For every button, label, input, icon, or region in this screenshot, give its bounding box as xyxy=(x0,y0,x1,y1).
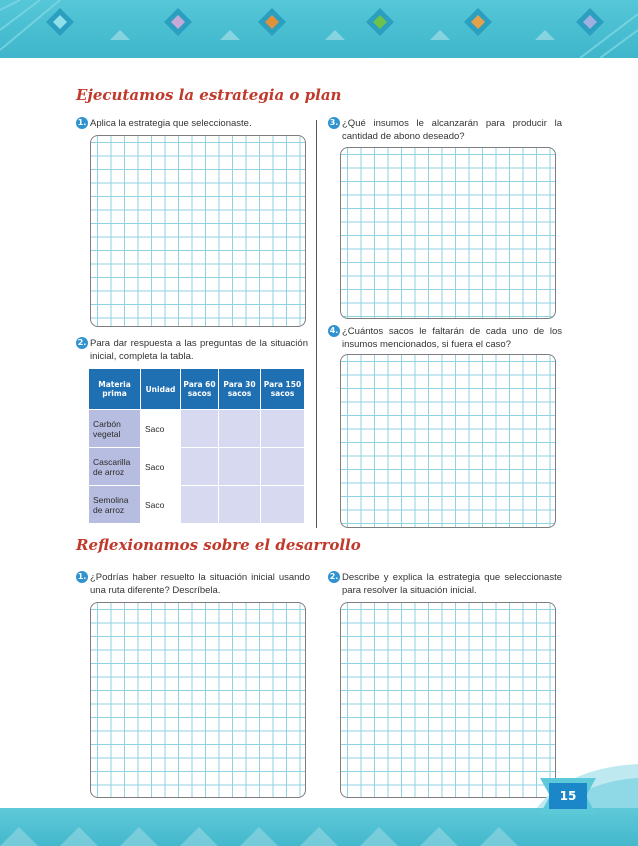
table-row xyxy=(89,486,305,524)
unidad-cell: Saco xyxy=(141,410,181,448)
question-number-badge: 4. xyxy=(329,326,339,335)
question-number-badge: 1. xyxy=(77,572,87,581)
answer-cell[interactable] xyxy=(219,448,261,486)
diamond-motifs xyxy=(46,8,604,36)
materia-cell: Carbón vegetal xyxy=(89,410,141,448)
question-number-badge: 2. xyxy=(77,338,87,347)
section-title-estrategia: Ejecutamos la estrategia o plan xyxy=(76,86,342,104)
unidad-cell: Saco xyxy=(141,486,181,524)
answer-cell[interactable] xyxy=(219,410,261,448)
question-number-badge: 1. xyxy=(77,118,87,127)
header-60-sacos: Para 60 sacos xyxy=(181,369,219,410)
materia-cell: Cascarilla de arroz xyxy=(89,448,141,486)
table-row xyxy=(89,448,305,486)
table-row xyxy=(89,410,305,448)
question-text: ¿Qué insumos le alcanzarán para producir la cantidad de abono deseado? xyxy=(342,118,562,142)
column-divider xyxy=(316,120,317,528)
reflection-question-2 xyxy=(328,572,562,597)
answer-grid-4[interactable] xyxy=(340,354,556,528)
header-pattern xyxy=(0,0,638,58)
unidad-cell: Saco xyxy=(141,448,181,486)
answer-cell[interactable] xyxy=(181,486,219,524)
header-30-sacos: Para 30 sacos xyxy=(219,369,261,410)
question-3 xyxy=(328,118,562,143)
question-number-badge: 3. xyxy=(329,118,339,127)
header-150-sacos: Para 150 sacos xyxy=(261,369,305,410)
question-text: Describe y explica la estrategia que seleccionaste para resolver la situación inicial. xyxy=(342,572,562,596)
answer-cell[interactable] xyxy=(219,486,261,524)
answer-cell[interactable] xyxy=(261,486,305,524)
question-text: ¿Cuántos sacos le faltarán de cada uno de los insumos mencionados, si fuera el caso? xyxy=(342,326,562,350)
reflection-question-1 xyxy=(76,572,310,597)
reflection-grid-2[interactable] xyxy=(340,602,556,798)
reflection-grid-1[interactable] xyxy=(90,602,306,798)
header-unidad: Unidad xyxy=(141,369,181,410)
question-text: Aplica la estrategia que seleccionaste. xyxy=(90,118,252,129)
page-number: 15 xyxy=(549,783,587,809)
section-title-reflexionamos: Reflexionamos sobre el desarrollo xyxy=(76,536,361,554)
header-materia-prima: Materia prima xyxy=(89,369,141,410)
materia-prima-table xyxy=(88,368,305,524)
question-2 xyxy=(76,338,308,363)
answer-grid-3[interactable] xyxy=(340,147,556,319)
question-text: ¿Podrías haber resuelto la situación inicial usando una ruta diferente? Descríbela. xyxy=(90,572,310,596)
question-4 xyxy=(328,326,562,351)
question-text: Para dar respuesta a las preguntas de la situación inicial, completa la tabla. xyxy=(90,338,308,362)
answer-cell[interactable] xyxy=(181,410,219,448)
answer-grid-1[interactable] xyxy=(90,135,306,327)
answer-cell[interactable] xyxy=(261,410,305,448)
materia-cell: Semolina de arroz xyxy=(89,486,141,524)
answer-cell[interactable] xyxy=(181,448,219,486)
table-header-row xyxy=(89,369,305,410)
question-1 xyxy=(76,118,308,131)
header-band xyxy=(0,0,638,58)
question-number-badge: 2. xyxy=(329,572,339,581)
answer-cell[interactable] xyxy=(261,448,305,486)
